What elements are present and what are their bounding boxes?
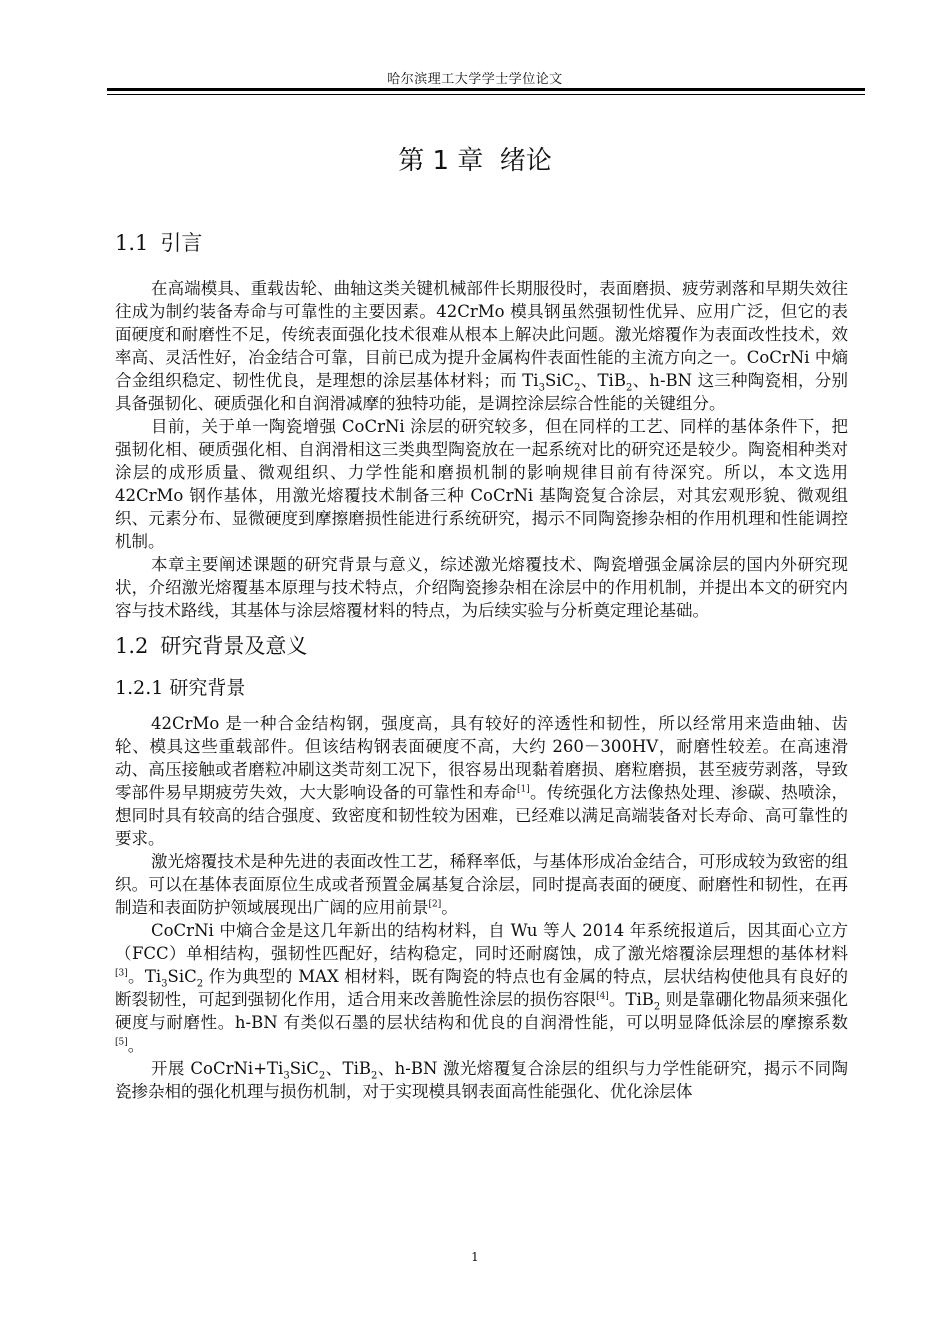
subsection-heading-1-2-1 xyxy=(115,673,848,703)
text-run: 。传统强化方法像热处理、渗碳、热喷涂，想同时具有较高的结合强度、致密度和韧性较为困难，已经难以满足高端装备对长寿命、高可靠性的要求。 xyxy=(115,783,848,848)
text-run: 则是靠硼化物晶须来强化硬度与耐磨性。h-BN 有类似石墨的层状结构和优良的自润滑性能，可以明显降低涂层的摩擦系数 xyxy=(115,990,848,1032)
subscript: 3 xyxy=(161,978,168,990)
text-run: 目前，关于单一陶瓷增强 CoCrNi 涂层的研究较多，但在同样的工艺、同样的基体条件下，把强韧化相、硬质强化相、自润滑相这三类典型陶瓷放在一起系统对比的研究还是较少。陶瓷相种类对涂层的成形质量、微观组织、力学性能和磨损机制的影响规律目前有待深究。所以，本文选用 42CrMo 钢作基体，用激光熔覆技术制备三种 CoCrNi 基陶瓷复合涂层，对其宏观形貌、微观组织、元素分布、显微硬度到摩擦磨损性能进行系统研究，揭示不同陶瓷掺杂相的作用机理和性能调控机制。 xyxy=(115,417,848,551)
text-run: 、TiB xyxy=(325,1059,371,1078)
citation-ref: [1] xyxy=(517,784,530,795)
paragraph xyxy=(115,1057,848,1103)
text-run: SiC xyxy=(544,371,575,390)
text-run: 、h-BN 这三种陶瓷相，分别具备强韧化、硬质强化和自润滑减摩的独特功能，是调控涂层综合性能的关键组分。 xyxy=(115,371,848,413)
subsection-title: 研究背景 xyxy=(169,677,246,699)
text-run: 、h-BN 激光熔覆复合涂层的组织与力学性能研究，揭示不同陶瓷掺杂相的强化机理与损伤机制，对于实现模具钢表面高性能强化、优化涂层体 xyxy=(115,1059,848,1101)
text-run: 作为典型的 MAX 相材料，既有陶瓷的特点也有金属的特点，层状结构使他具有良好的断裂韧性，可起到强韧化作用，适合用来改善脆性涂层的损伤容限 xyxy=(115,967,848,1009)
text-run: 。Ti xyxy=(127,967,162,986)
text-run: 。 xyxy=(127,1036,145,1055)
subscript: 3 xyxy=(283,1070,290,1082)
paragraph xyxy=(115,553,848,622)
citation-ref: [2] xyxy=(428,899,442,910)
body-content xyxy=(115,222,848,1103)
subscript: 2 xyxy=(653,1001,661,1013)
text-run: SiC xyxy=(289,1059,319,1078)
subsection-number: 1.2.1 xyxy=(115,677,164,699)
paragraph xyxy=(115,850,848,919)
section-number: 1.1 xyxy=(115,231,149,255)
paragraph xyxy=(115,415,848,553)
text-run: CoCrNi 中熵合金是这几年新出的结构材料，自 Wu 等人 2014 年系统报道后，因其面心立方（FCC）单相结构，强韧性匹配好，结构稳定，同时还耐腐蚀，成了激光熔覆涂层理想的基体材料 xyxy=(115,921,848,963)
chapter-heading xyxy=(0,143,950,179)
page-number: 1 xyxy=(471,1250,479,1264)
chapter-title: 绪论 xyxy=(499,146,552,176)
subscript: 2 xyxy=(625,382,633,394)
section-heading-1-2 xyxy=(115,631,848,661)
chapter-number: 第 1 章 xyxy=(398,146,484,176)
text-run: 本章主要阐述课题的研究背景与意义，综述激光熔覆技术、陶瓷增强金属涂层的国内外研究现状，介绍激光熔覆基本原理与技术特点，介绍陶瓷掺杂相在涂层中的作用机制，并提出本文的研究内容与技术路线，其基体与涂层熔覆材料的特点，为后续实验与分析奠定理论基础。 xyxy=(115,555,848,620)
paragraph xyxy=(115,277,848,415)
section-title: 研究背景及意义 xyxy=(160,634,308,658)
section-number: 1.2 xyxy=(115,634,149,658)
subscript: 2 xyxy=(574,382,581,394)
header-rule-thick xyxy=(107,88,865,91)
text-run: 激光熔覆技术是种先进的表面改性工艺，稀释率低，与基体形成冶金结合，可形成较为致密的组织。可以在基体表面原位生成或者预置金属基复合涂层，同时提高表面的硬度、耐磨性和韧性，在再制造和表面防护领域展现出广阔的应用前景 xyxy=(115,852,848,917)
text-run: 42CrMo 是一种合金结构钢，强度高，具有较好的淬透性和韧性，所以经常用来造曲轴、齿轮、模具这些重载部件。但该结构钢表面硬度不高，大约 260－300HV，耐磨性较差。在高速滑动、高压接触或者磨粒冲刷这类苛刻工况下，很容易出现黏着磨损、磨粒磨损，甚至疲劳剥落，导致零部件易早期疲劳失效，大大影响设备的可靠性和寿命 xyxy=(115,714,848,802)
running-header: 哈尔滨理工大学学士学位论文 xyxy=(387,72,563,87)
subscript: 2 xyxy=(370,1070,378,1082)
subscript: 2 xyxy=(196,978,204,990)
paragraph xyxy=(115,919,848,1057)
citation-ref: [4] xyxy=(596,991,609,1002)
header-rule-thin xyxy=(107,94,865,95)
subscript: 2 xyxy=(318,1070,326,1082)
citation-ref: [5] xyxy=(115,1037,128,1048)
text-run: 、TiB xyxy=(580,371,626,390)
text-run: SiC xyxy=(167,967,197,986)
paragraph xyxy=(115,712,848,850)
subscript: 3 xyxy=(538,382,545,394)
text-run: 。TiB xyxy=(608,990,654,1009)
section-title: 引言 xyxy=(160,231,203,255)
citation-ref: [3] xyxy=(115,968,128,979)
text-run: 在高端模具、重载齿轮、曲轴这类关键机械部件长期服役时，表面磨损、疲劳剥落和早期失效往往成为制约装备寿命与可靠性的主要因素。42CrMo 模具钢虽然强韧性优异、应用广泛，但它的表面硬度和耐磨性不足，传统表面强化技术很难从根本上解决此问题。激光熔覆作为表面改性技术，效率高、灵活性好，冶金结合可靠，目前已成为提升金属构件表面性能的主流方向之一。CoCrNi 中熵合金组织稳定、韧性优良，是理想的涂层基体材料；而 Ti xyxy=(115,279,848,390)
text-run: 开展 CoCrNi+Ti xyxy=(151,1059,284,1078)
text-run: 。 xyxy=(441,898,458,917)
section-heading-1-1 xyxy=(115,228,848,258)
